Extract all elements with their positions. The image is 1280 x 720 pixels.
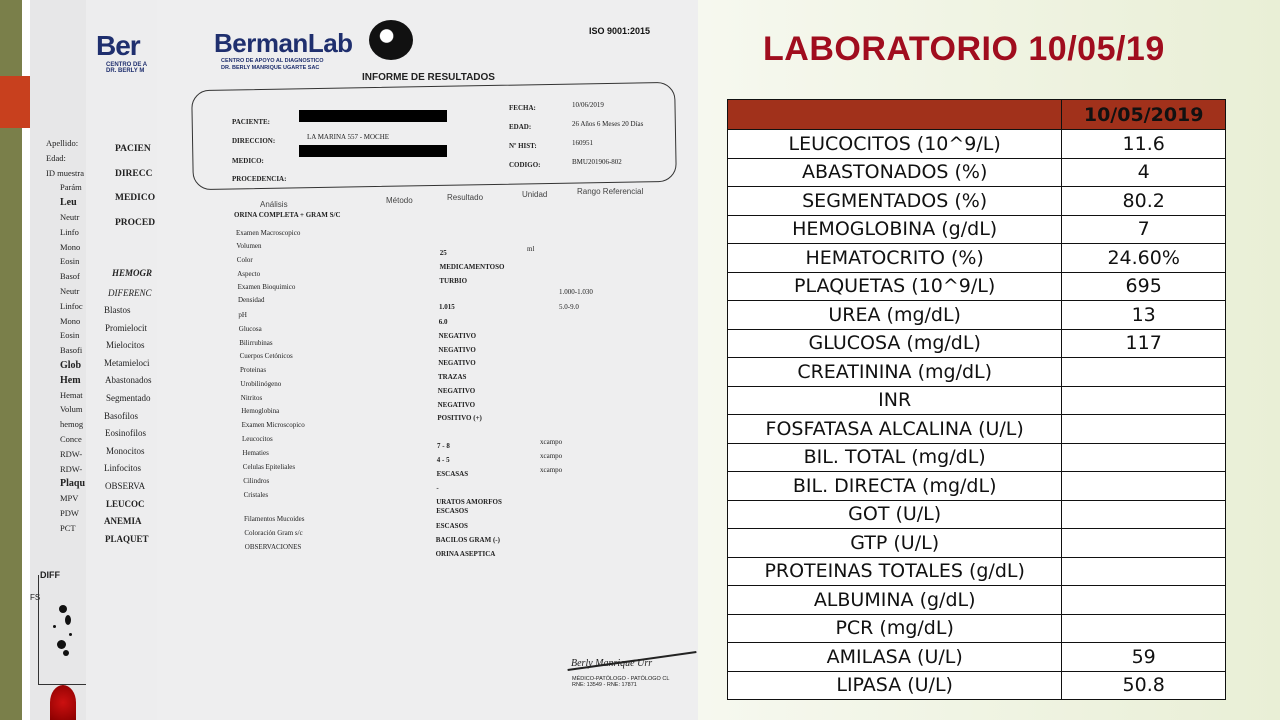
analyte-name: HEMATOCRITO (%) <box>728 244 1062 273</box>
analysis-name: OBSERVACIONES <box>244 543 302 551</box>
table-row <box>728 472 1226 501</box>
analyte-name: BIL. DIRECTA (mg/dL) <box>728 472 1062 501</box>
table-row <box>728 215 1226 244</box>
back-sheet-label: Linfoc <box>60 300 83 311</box>
middle-sheet-item: LEUCOC <box>106 498 145 509</box>
analyte-value: 7 <box>1062 215 1226 244</box>
back-sheet-label: Volum <box>60 404 83 415</box>
analyte-value: 695 <box>1062 272 1226 301</box>
back-sheet-label: Hemat <box>60 389 83 400</box>
analysis-result: - <box>436 484 439 492</box>
analysis-name: Filamentos Mucoides <box>244 515 305 523</box>
analysis-column-header: Método <box>386 196 413 205</box>
signature-title: MÉDICO-PATÓLOGO - PATÓLOGO CL RNE: 13549 - RNE: 17871 <box>572 676 670 688</box>
table-row <box>728 158 1226 187</box>
label-medico: MEDICO: <box>232 157 264 165</box>
analysis-name: pH <box>238 311 247 319</box>
back-sheet-label: Edad: <box>46 152 66 163</box>
back-sheet-label: Hem <box>60 374 81 386</box>
analysis-name: Aspecto <box>237 270 261 278</box>
analyte-value <box>1062 529 1226 558</box>
report-title: INFORME DE RESULTADOS <box>362 72 495 83</box>
label-codigo: CODIGO: <box>509 161 541 169</box>
analyte-value: 4 <box>1062 158 1226 187</box>
analyte-value: 59 <box>1062 643 1226 672</box>
table-row <box>728 272 1226 301</box>
analysis-name: Urobilinógeno <box>240 380 282 388</box>
analysis-result: BACILOS GRAM (-) <box>435 536 500 544</box>
middle-sheet-logo: Ber <box>96 30 140 61</box>
analyte-name: FOSFATASA ALCALINA (U/L) <box>728 415 1062 444</box>
middle-sheet-item: Monocitos <box>106 445 145 456</box>
table-row <box>728 671 1226 700</box>
analysis-name: Bilirrubinas <box>239 339 273 347</box>
analyte-value <box>1062 415 1226 444</box>
analyte-name: GOT (U/L) <box>728 500 1062 529</box>
analysis-name: Proteinas <box>240 366 267 374</box>
back-sheet-label: ID muestra <box>46 167 85 178</box>
analysis-result: 7 - 8 <box>437 442 450 450</box>
middle-sheet-section: HEMOGR <box>112 268 153 278</box>
table-row <box>728 358 1226 387</box>
back-sheet-label: RDW- <box>60 448 83 459</box>
middle-sheet-section2: DIFERENC <box>108 288 152 298</box>
analyte-value <box>1062 500 1226 529</box>
analyte-value: 80.2 <box>1062 187 1226 216</box>
label-fecha: FECHA: <box>509 104 536 112</box>
analyte-value <box>1062 358 1226 387</box>
table-row <box>728 586 1226 615</box>
analysis-name: Volumen <box>236 242 262 250</box>
table-row <box>728 557 1226 586</box>
bermanlab-logo-sub: CENTRO DE APOYO AL DIAGNOSTICO DR. BERLY MANRIQUE UGARTE SAC <box>221 58 324 71</box>
value-fecha: 10/06/2019 <box>572 101 604 109</box>
analyte-value: 50.8 <box>1062 671 1226 700</box>
analyte-name: GLUCOSA (mg/dL) <box>728 329 1062 358</box>
diff-label: DIFF <box>40 570 60 580</box>
analyte-value: 117 <box>1062 329 1226 358</box>
back-sheet-label: Eosin <box>60 256 80 267</box>
analysis-result: ORINA ASEPTICA <box>435 550 496 558</box>
analyte-name: GTP (U/L) <box>728 529 1062 558</box>
middle-sheet-item: Blastos <box>104 305 131 315</box>
analyte-name: CREATININA (mg/dL) <box>728 358 1062 387</box>
analysis-result: 4 - 5 <box>436 456 450 464</box>
back-sheet-label: Basof <box>60 271 80 282</box>
back-sheet-label: PCT <box>60 522 76 533</box>
value-direccion: LA MARINA 557 - MOCHE <box>307 133 390 141</box>
analysis-result: NEGATIVO <box>437 401 476 409</box>
back-sheet-label: Apellido: <box>46 138 79 148</box>
middle-sheet-header-label: DIRECC <box>115 168 153 179</box>
table-header-row <box>728 100 1226 130</box>
back-sheet-label: Leu <box>60 197 77 209</box>
analysis-unit: xcampo <box>540 466 563 474</box>
analysis-column-header: Análisis <box>260 200 288 209</box>
analyte-name: LIPASA (U/L) <box>728 671 1062 700</box>
analysis-column-header: Rango Referencial <box>577 187 644 196</box>
analysis-column-header: Unidad <box>522 190 548 199</box>
table-row <box>728 244 1226 273</box>
analyte-name: PLAQUETAS (10^9/L) <box>728 272 1062 301</box>
analysis-result: URATOS AMORFOS ESCASOS <box>436 498 502 515</box>
analyte-name: HEMOGLOBINA (g/dL) <box>728 215 1062 244</box>
analysis-name: Cuerpos Cetónicos <box>239 352 293 360</box>
middle-sheet-item: Basofilos <box>104 410 139 421</box>
table-row <box>728 415 1226 444</box>
lab-results-table <box>727 99 1226 700</box>
analysis-result: 6.0 <box>438 318 448 326</box>
back-sheet-label: Mono <box>60 241 81 252</box>
middle-sheet-item: OBSERVA <box>105 481 146 491</box>
analyte-value <box>1062 557 1226 586</box>
analysis-name: Leucocitos <box>242 435 273 443</box>
analysis-section-title: ORINA COMPLETA + GRAM S/C <box>234 211 341 219</box>
signature-name: Berly Manrique Urr <box>571 658 653 669</box>
iso-label: ISO 9001:2015 <box>589 26 651 36</box>
back-sheet-label: Neutr <box>60 286 80 296</box>
back-sheet-label: Parám <box>60 182 82 193</box>
analysis-name: Celulas Epiteliales <box>242 463 296 471</box>
value-hist: 160951 <box>572 139 593 147</box>
back-sheet-label: Glob <box>60 360 82 371</box>
analyte-name: SEGMENTADOS (%) <box>728 187 1062 216</box>
table-row <box>728 643 1226 672</box>
analysis-name: Examen Bioquimico <box>237 283 296 291</box>
analysis-range: 1.000-1.030 <box>559 288 593 296</box>
analyte-name: PCR (mg/dL) <box>728 614 1062 643</box>
analysis-name: Cristales <box>243 491 269 499</box>
table-row <box>728 500 1226 529</box>
red-mark <box>50 685 76 720</box>
middle-sheet-logo-sub: CENTRO DE A DR. BERLY M <box>106 62 148 74</box>
analysis-result: NEGATIVO <box>437 387 476 395</box>
middle-sheet-item: PLAQUET <box>105 533 149 544</box>
analyte-value <box>1062 443 1226 472</box>
table-row <box>728 529 1226 558</box>
label-procedencia: PROCEDENCIA: <box>232 175 287 183</box>
middle-sheet-item: ANEMIA <box>104 516 142 527</box>
slide-title: LABORATORIO 10/05/19 <box>763 30 1165 68</box>
back-sheet-label: RDW- <box>60 463 83 474</box>
redacted-medico <box>299 145 447 157</box>
analysis-result: TURBIO <box>439 277 468 285</box>
analyte-value <box>1062 614 1226 643</box>
table-row <box>728 301 1226 330</box>
label-edad: EDAD: <box>509 123 532 131</box>
patient-info-box <box>191 82 677 190</box>
table-row <box>728 329 1226 358</box>
label-hist: Nº HIST: <box>509 142 537 150</box>
globe-icon <box>369 20 413 60</box>
fs-label: FS <box>30 593 41 602</box>
value-codigo: BMU201906-802 <box>572 158 622 166</box>
analyte-name: UREA (mg/dL) <box>728 301 1062 330</box>
back-sheet-label: Linfo <box>60 226 79 237</box>
analyte-value <box>1062 472 1226 501</box>
label-direccion: DIRECCION: <box>232 137 276 145</box>
analyte-value: 24.60% <box>1062 244 1226 273</box>
table-row <box>728 614 1226 643</box>
back-sheet-label: MPV <box>60 493 79 504</box>
analysis-name: Hemoglobina <box>241 407 280 415</box>
analysis-name: Coloración Gram s/c <box>244 529 303 537</box>
analyte-name: AMILASA (U/L) <box>728 643 1062 672</box>
analysis-name: Examen Macroscopico <box>236 229 301 237</box>
analysis-name: Glucosa <box>238 325 262 333</box>
middle-sheet-item: Metamieloci <box>104 357 150 368</box>
header-blank-cell <box>728 100 1062 130</box>
middle-sheet-item: Eosinofilos <box>105 428 147 439</box>
middle-sheet-header-label: PACIEN <box>115 144 151 154</box>
analysis-unit: xcampo <box>540 438 563 446</box>
back-sheet-label: PDW <box>60 508 79 518</box>
analysis-unit: ml <box>527 245 535 253</box>
analysis-name: Nitritos <box>240 394 263 402</box>
analyte-value: 13 <box>1062 301 1226 330</box>
analysis-result: NEGATIVO <box>438 346 476 354</box>
table-row <box>728 130 1226 159</box>
analysis-result: MEDICAMENTOSO <box>439 263 505 271</box>
middle-sheet-item: Mielocitos <box>106 340 145 351</box>
analysis-name: Hematies <box>242 449 269 457</box>
analysis-result: 1.015 <box>439 303 455 311</box>
analyte-name: ABASTONADOS (%) <box>728 158 1062 187</box>
middle-sheet-item: Promielocit <box>105 322 147 333</box>
table-row <box>728 443 1226 472</box>
analysis-result: ESCASAS <box>436 470 469 478</box>
middle-sheet-header-label: PROCED <box>115 217 156 228</box>
analysis-result: 25 <box>439 249 447 257</box>
analysis-result: ESCASOS <box>436 522 468 530</box>
analysis-range: 5.0-9.0 <box>559 303 579 311</box>
analysis-name: Densidad <box>238 296 265 304</box>
analyte-name: INR <box>728 386 1062 415</box>
header-date-cell: 10/05/2019 <box>1062 100 1226 130</box>
analyte-value <box>1062 586 1226 615</box>
back-sheet-label: Neutr <box>60 212 80 222</box>
back-sheet-label: Mono <box>60 315 81 326</box>
analysis-name: Examen Microscopico <box>241 421 305 429</box>
analysis-result: NEGATIVO <box>438 359 476 367</box>
bermanlab-logo: BermanLab <box>214 28 353 58</box>
analyte-name: PROTEINAS TOTALES (g/dL) <box>728 557 1062 586</box>
redacted-name <box>299 110 447 122</box>
analyte-name: BIL. TOTAL (mg/dL) <box>728 443 1062 472</box>
middle-sheet-item: Abastonados <box>105 375 152 386</box>
back-sheet-label: Eosin <box>60 330 80 341</box>
analysis-unit: xcampo <box>540 452 563 460</box>
middle-sheet-header-label: MEDICO <box>115 193 156 203</box>
middle-sheet-item: Linfocitos <box>104 463 141 474</box>
analysis-result: POSITIVO (+) <box>437 414 482 422</box>
table-row <box>728 386 1226 415</box>
back-sheet-label: Basofi <box>60 345 83 356</box>
table-row <box>728 187 1226 216</box>
label-paciente: PACIENTE: <box>232 118 270 126</box>
scan-front-sheet <box>157 0 698 720</box>
value-edad: 26 Años 6 Meses 20 Días <box>572 120 644 128</box>
back-sheet-label: Conce <box>60 434 82 444</box>
diff-scatter-plot <box>38 575 88 685</box>
analyte-name: LEUCOCITOS (10^9/L) <box>728 130 1062 159</box>
back-sheet-label: hemog <box>60 419 84 430</box>
analysis-name: Color <box>236 256 253 264</box>
analyte-name: ALBUMINA (g/dL) <box>728 586 1062 615</box>
analyte-value: 11.6 <box>1062 130 1226 159</box>
back-sheet-label: Plaqu <box>60 478 86 490</box>
analysis-column-header: Resultado <box>447 193 484 202</box>
analysis-result: TRAZAS <box>438 373 467 381</box>
analysis-result: NEGATIVO <box>438 332 477 340</box>
analyte-value <box>1062 386 1226 415</box>
middle-sheet-item: Segmentado <box>106 393 151 403</box>
analysis-name: Cilindros <box>243 477 270 485</box>
